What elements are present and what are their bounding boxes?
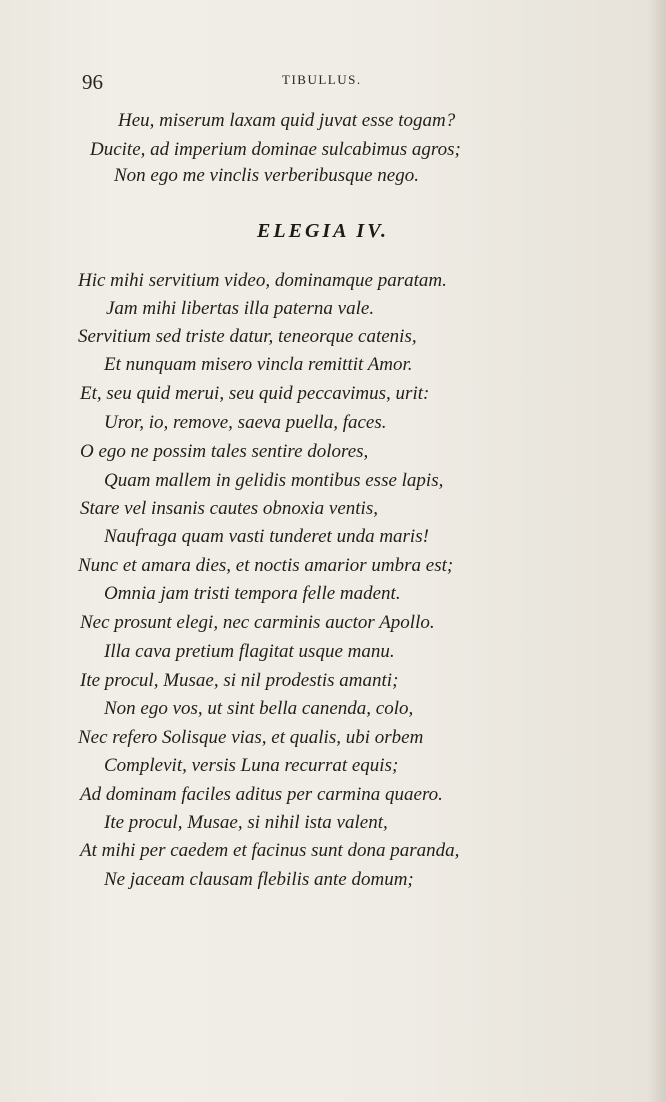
verse-line-8: Quam mallem in gelidis montibus esse lapis, [104, 470, 444, 491]
verse-line-18: Complevit, versis Luna recurrat equis; [104, 755, 399, 776]
verse-line-16: Non ego vos, ut sint bella canenda, colo, [104, 698, 414, 719]
page-number: 96 [82, 70, 103, 94]
page-edge-shadow [648, 0, 666, 1102]
verse-line-17: Nec refero Solisque vias, et qualis, ubi orbem [78, 727, 424, 748]
verse-line-3: Servitium sed triste datur, teneorque catenis, [78, 326, 417, 347]
verse-line-2: Jam mihi libertas illa paterna vale. [106, 298, 375, 319]
verse-line-21: At mihi per caedem et facinus sunt dona paranda, [80, 840, 460, 861]
verse-line-15: Ite procul, Musae, si nil prodestis amanti; [80, 670, 399, 691]
prelude-line-3: Non ego me vinclis verberibusque nego. [114, 165, 419, 186]
verse-line-22: Ne jaceam clausam flebilis ante domum; [104, 869, 414, 890]
verse-line-6: Uror, io, remove, saeva puella, faces. [104, 412, 387, 433]
verse-line-20: Ite procul, Musae, si nihil ista valent, [104, 812, 388, 833]
verse-line-14: Illa cava pretium flagitat usque manu. [104, 641, 395, 662]
verse-line-5: Et, seu quid merui, seu quid peccavimus, urit: [80, 383, 430, 404]
verse-line-7: O ego ne possim tales sentire dolores, [80, 441, 369, 462]
prelude-line-1: Heu, miserum laxam quid juvat esse togam? [118, 110, 456, 131]
verse-line-13: Nec prosunt elegi, nec carminis auctor Apollo. [80, 612, 435, 633]
verse-line-1: Hic mihi servitium video, dominamque paratam. [78, 270, 447, 291]
verse-line-10: Naufraga quam vasti tunderet unda maris! [104, 526, 429, 547]
verse-line-4: Et nunquam misero vincla remittit Amor. [104, 354, 413, 375]
verse-line-12: Omnia jam tristi tempora felle madent. [104, 583, 401, 604]
elegy-title: ELEGIA IV. [257, 220, 389, 242]
verse-line-11: Nunc et amara dies, et noctis amarior umbra est; [78, 555, 454, 576]
verse-line-19: Ad dominam faciles aditus per carmina quaero. [80, 784, 443, 805]
prelude-line-2: Ducite, ad imperium dominae sulcabimus agros; [90, 139, 461, 160]
verse-line-9: Stare vel insanis cautes obnoxia ventis, [80, 498, 378, 519]
running-head: TIBULLUS. [282, 72, 362, 87]
